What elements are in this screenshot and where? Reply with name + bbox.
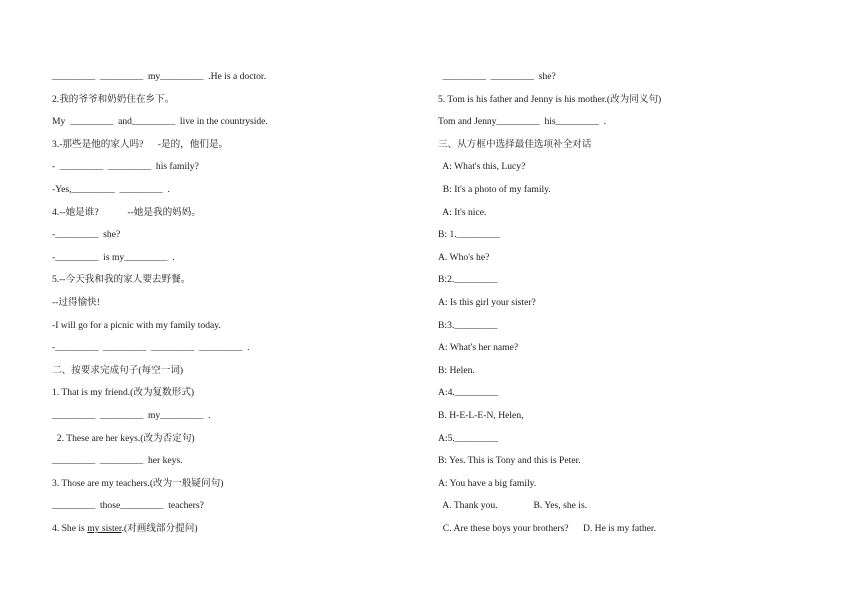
right-line: 三、从方框中选择最佳选项补全对话 xyxy=(438,138,592,150)
left-line: -_________ is my_________ . xyxy=(52,251,175,263)
right-line: A. Who's he? xyxy=(438,251,490,263)
left-line: _________ _________ my_________ .He is a doctor. xyxy=(52,71,266,82)
right-line: A: It's nice. xyxy=(438,206,487,218)
right-line: _________ _________ she? xyxy=(438,71,556,82)
left-line xyxy=(52,523,198,535)
left-line: 2.我的爷爷和奶奶住在乡下。 xyxy=(52,93,175,105)
right-line: A. Thank you. B. Yes, she is. xyxy=(438,500,588,512)
right-line: A: What's this, Lucy? xyxy=(438,161,526,173)
left-line: --过得愉快! xyxy=(52,297,100,308)
underlined-phrase: my sister xyxy=(87,523,122,534)
right-line: B: It's a photo of my family. xyxy=(438,184,551,195)
left-line: -I will go for a picnic with my family today. xyxy=(52,319,221,331)
right-line: 5. Tom is his father and Jenny is his mother.(改为同义句) xyxy=(438,93,662,105)
right-line: A:5._________ xyxy=(438,432,498,444)
left-line: 4.--她是谁? --她是我的妈妈。 xyxy=(52,206,201,218)
left-line: -Yes,_________ _________ . xyxy=(52,184,170,195)
text-segment: .(对画线部分提问) xyxy=(121,523,198,534)
left-line: -_________ she? xyxy=(52,229,121,241)
left-line: _________ _________ my_________ . xyxy=(52,410,211,421)
right-line: B:3._________ xyxy=(438,319,498,331)
left-line: 1. That is my friend.(改为复数形式) xyxy=(52,387,195,399)
right-line: B: Helen. xyxy=(438,364,475,376)
left-line: 二、按要求完成句子(每空一词) xyxy=(52,364,184,376)
left-line: 3. Those are my teachers.(改为一般疑问句) xyxy=(52,477,224,489)
left-line: - _________ _________ his family? xyxy=(52,161,199,173)
right-line: A:4._________ xyxy=(438,387,498,399)
left-line: _________ those_________ teachers? xyxy=(52,500,204,512)
right-line: A: Is this girl your sister? xyxy=(438,297,536,308)
left-line: 2. These are her keys.(改为否定句) xyxy=(52,432,195,444)
left-line: _________ _________ her keys. xyxy=(52,455,183,467)
left-line: My _________ and_________ live in the countryside. xyxy=(52,116,268,128)
left-line: -_________ _________ _________ _________ . xyxy=(52,342,250,354)
left-line: 3.-那些是他的家人吗? -是的，他们是。 xyxy=(52,138,229,150)
left-line: 5.--今天我和我的家人要去野餐。 xyxy=(52,274,191,286)
text-segment: 4. She is xyxy=(52,523,88,534)
right-line: B. H-E-L-E-N, Helen, xyxy=(438,410,524,421)
right-line: C. Are these boys your brothers? D. He is my father. xyxy=(438,523,656,534)
right-line: Tom and Jenny_________ his_________ . xyxy=(438,116,607,128)
right-line: B:2._________ xyxy=(438,274,498,286)
right-line: A: What's her name? xyxy=(438,342,519,354)
right-line: A: You have a big family. xyxy=(438,477,537,489)
right-line: B: Yes. This is Tony and this is Peter. xyxy=(438,455,581,467)
right-line: B: 1._________ xyxy=(438,229,500,241)
